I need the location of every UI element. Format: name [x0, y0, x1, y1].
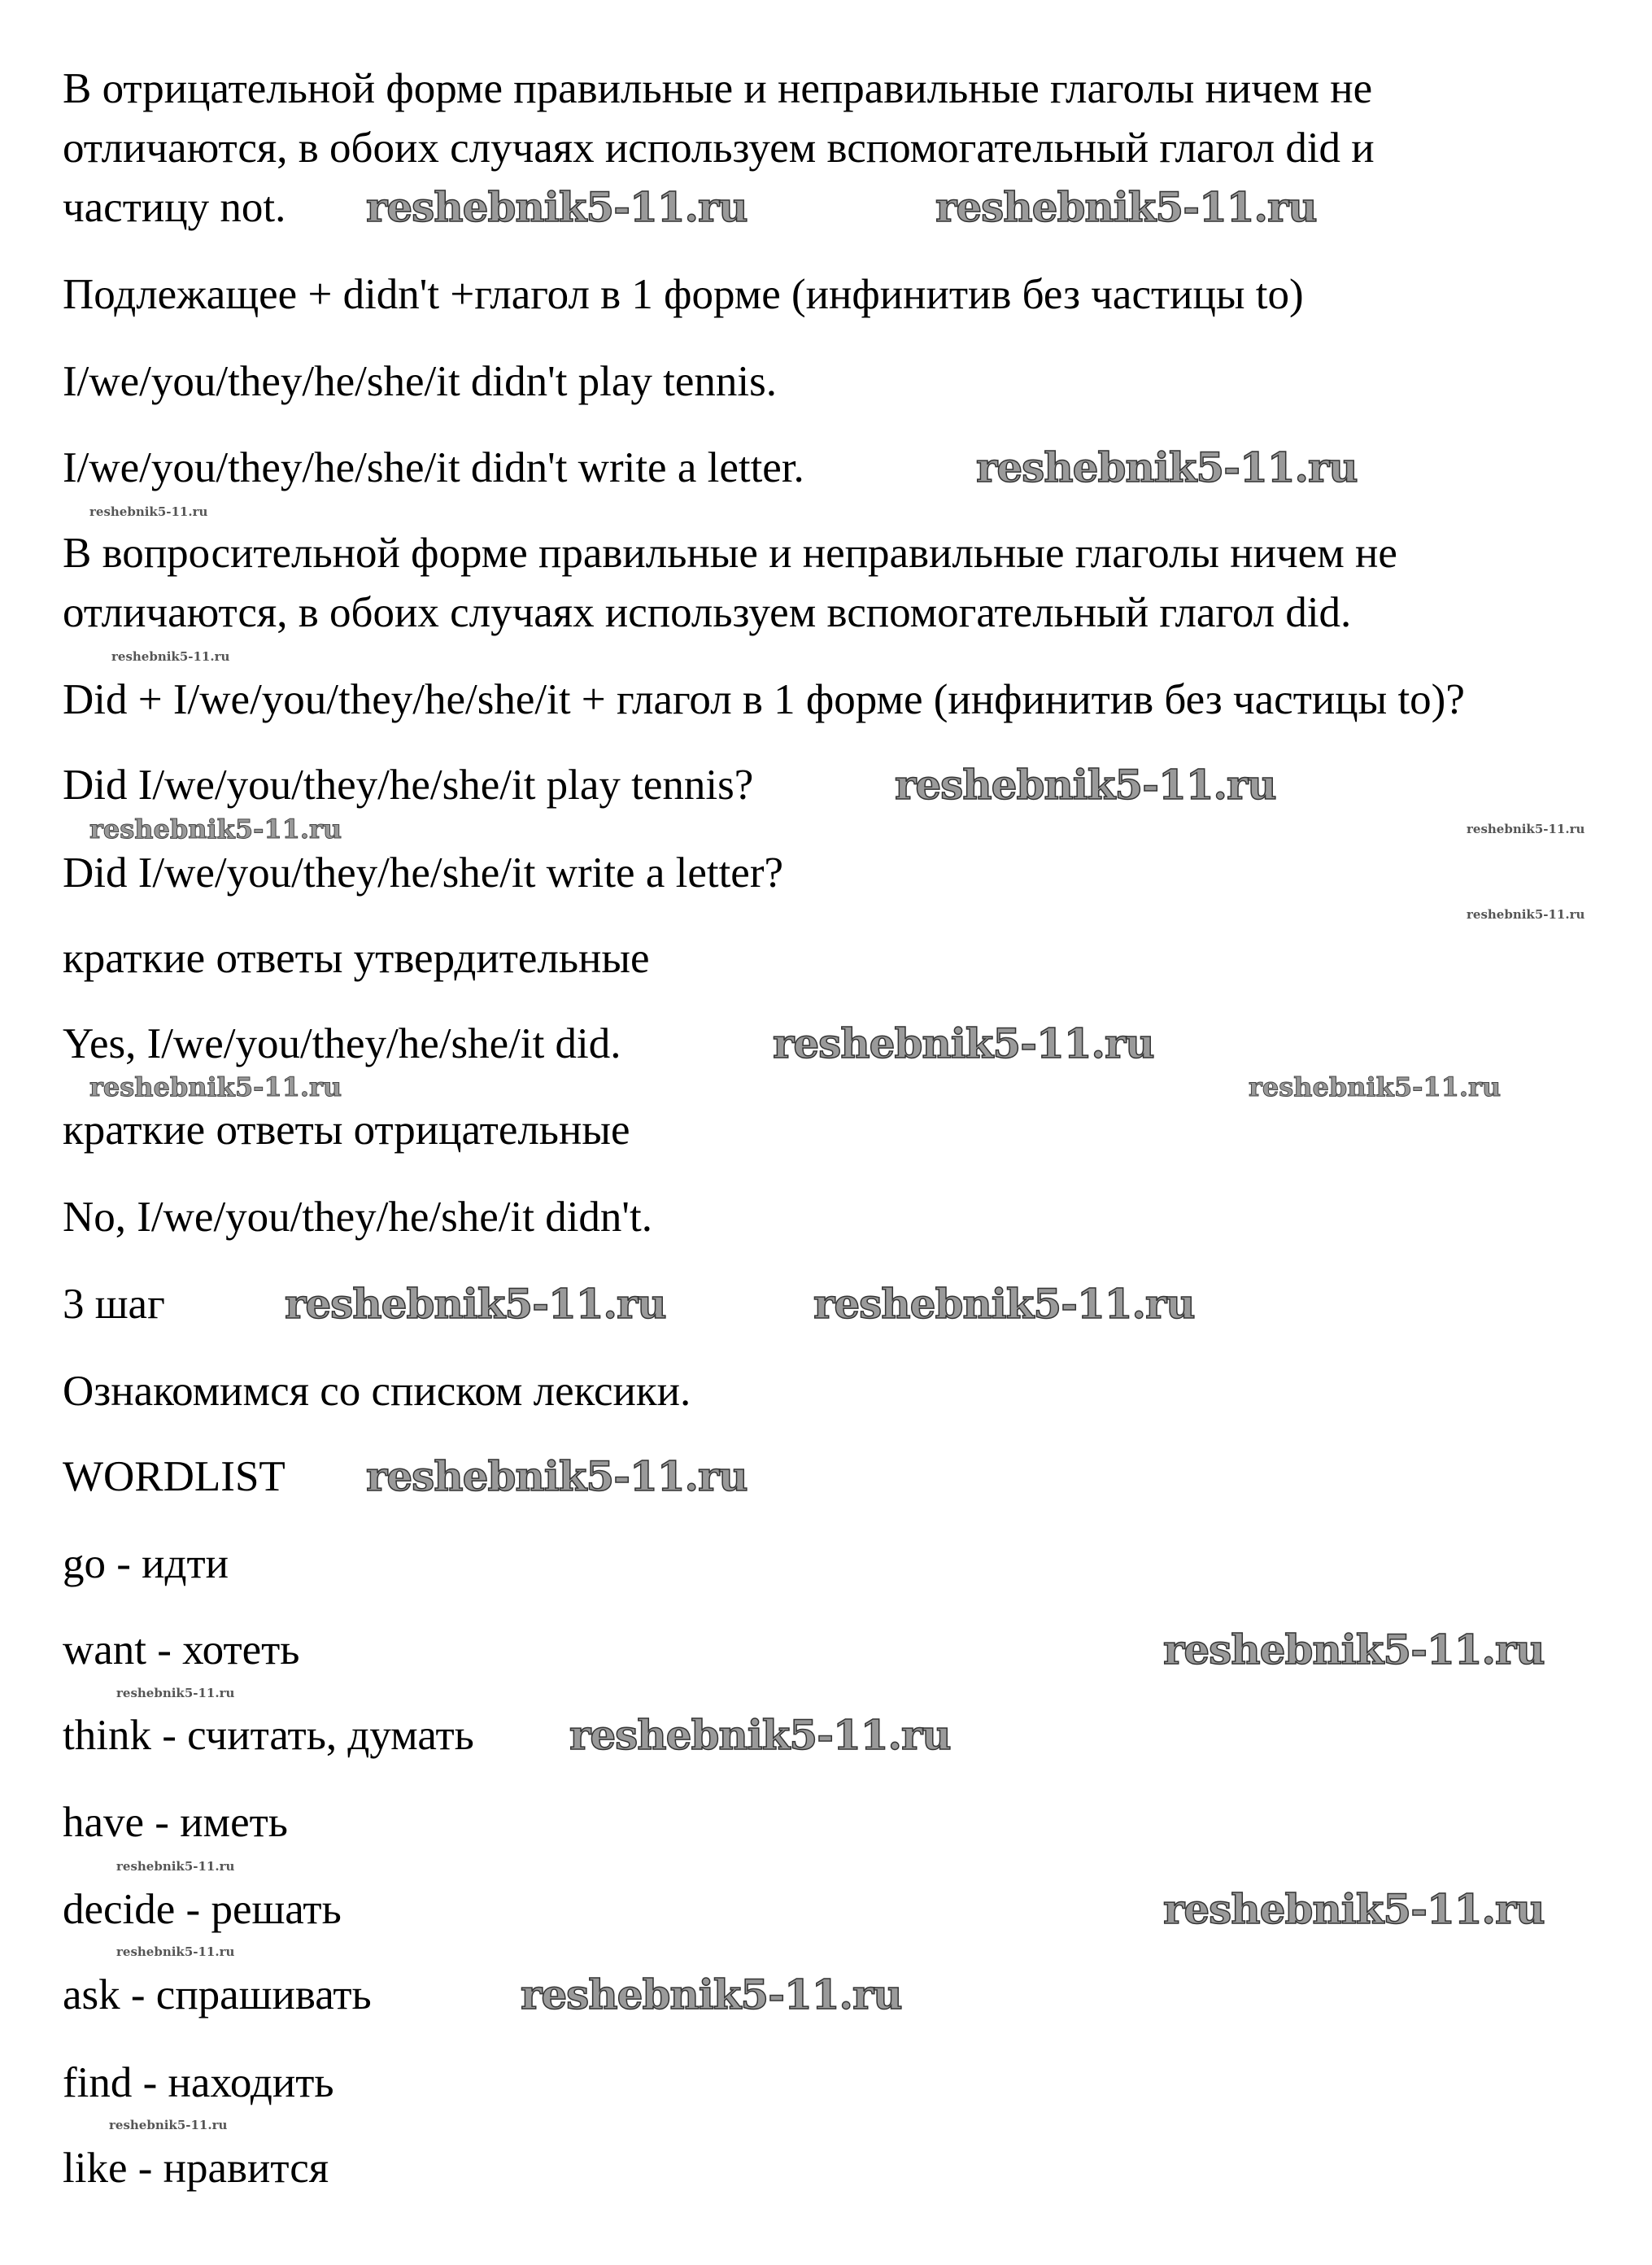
- watermark: reshebnik5-11.ru: [521, 1970, 902, 2018]
- text-line: I/we/you/they/he/she/it didn't play tennis.: [63, 358, 778, 405]
- text-line: В отрицательной форме правильные и неправильные глаголы ничем не: [63, 65, 1373, 112]
- text-line: отличаются, в обоих случаях используем вспомогательный глагол did.: [63, 589, 1352, 636]
- text-line: Did + I/we/you/they/he/she/it + глагол в 1 форме (инфинитив без частицы to)?: [63, 676, 1465, 723]
- watermark: reshebnik5-11.ru: [89, 504, 208, 519]
- watermark: reshebnik5-11.ru: [813, 1280, 1195, 1328]
- text-line: В вопросительной форме правильные и неправильные глаголы ничем не: [63, 530, 1397, 577]
- text-line: Did I/we/you/they/he/she/it write a letter?: [63, 849, 783, 897]
- watermark: reshebnik5-11.ru: [89, 1071, 342, 1102]
- watermark: reshebnik5-11.ru: [935, 183, 1317, 231]
- text-line: 3 шаг: [63, 1281, 165, 1328]
- watermark: reshebnik5-11.ru: [116, 1686, 235, 1700]
- watermark: reshebnik5-11.ru: [1163, 1885, 1545, 1933]
- watermark: reshebnik5-11.ru: [1467, 822, 1585, 836]
- watermark: reshebnik5-11.ru: [976, 443, 1358, 491]
- text-line: have - иметь: [63, 1799, 288, 1846]
- watermark: reshebnik5-11.ru: [1249, 1071, 1502, 1102]
- text-line: think - считать, думать: [63, 1712, 474, 1759]
- text-line: Подлежащее + didn't +глагол в 1 форме (инфинитив без частицы to): [63, 271, 1304, 318]
- watermark: reshebnik5-11.ru: [116, 1859, 235, 1874]
- watermark: reshebnik5-11.ru: [89, 814, 342, 844]
- text-line: decide - решать: [63, 1886, 342, 1933]
- text-line: like - нравится: [63, 2145, 329, 2192]
- text-line: go - идти: [63, 1540, 229, 1587]
- watermark: reshebnik5-11.ru: [366, 183, 748, 231]
- text-line: краткие ответы отрицательные: [63, 1106, 630, 1154]
- text-line: Did I/we/you/they/he/she/it play tennis?: [63, 762, 754, 809]
- text-line: No, I/we/you/they/he/she/it didn't.: [63, 1194, 652, 1241]
- watermark: reshebnik5-11.ru: [773, 1019, 1154, 1067]
- text-line: want - хотеть: [63, 1626, 300, 1674]
- watermark: reshebnik5-11.ru: [1467, 907, 1585, 922]
- text-line: Ознакомимся со списком лексики.: [63, 1368, 691, 1415]
- watermark: reshebnik5-11.ru: [366, 1452, 748, 1500]
- watermark: reshebnik5-11.ru: [569, 1711, 951, 1759]
- text-line: Yes, I/we/you/they/he/she/it did.: [63, 1020, 621, 1067]
- watermark: reshebnik5-11.ru: [116, 1944, 235, 1959]
- watermark: reshebnik5-11.ru: [111, 649, 230, 664]
- watermark: reshebnik5-11.ru: [285, 1280, 666, 1328]
- text-line: частицу not.: [63, 184, 286, 231]
- text-line: find - находить: [63, 2059, 334, 2106]
- text-line: отличаются, в обоих случаях используем вспомогательный глагол did и: [63, 124, 1375, 172]
- text-line: краткие ответы утвердительные: [63, 935, 650, 982]
- watermark: reshebnik5-11.ru: [895, 761, 1276, 809]
- watermark: reshebnik5-11.ru: [1163, 1626, 1545, 1674]
- watermark: reshebnik5-11.ru: [109, 2118, 228, 2132]
- text-line: ask - спрашивать: [63, 1971, 372, 2018]
- text-line: I/we/you/they/he/she/it didn't write a letter.: [63, 444, 804, 491]
- text-line: WORDLIST: [63, 1453, 286, 1500]
